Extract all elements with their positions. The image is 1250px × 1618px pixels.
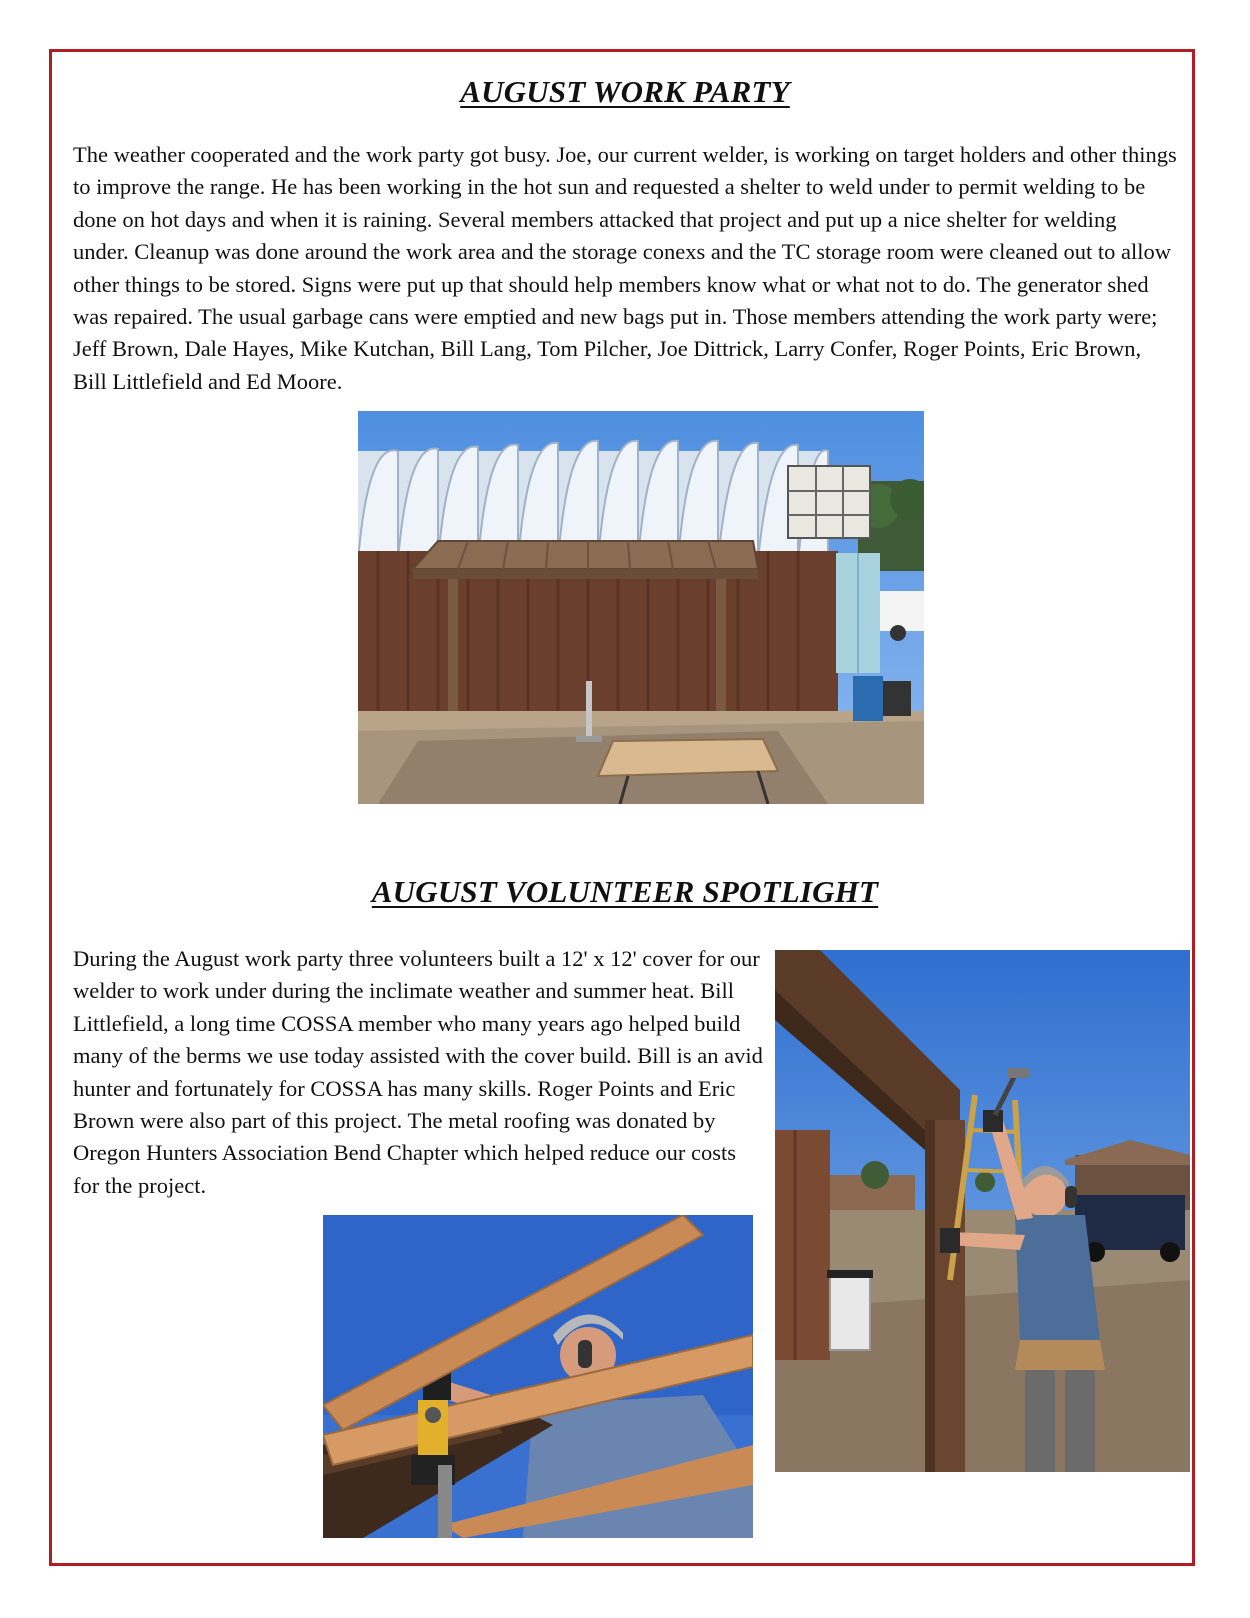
work-party-title: AUGUST WORK PARTY	[460, 74, 790, 109]
volunteer-post-photo	[775, 950, 1190, 1472]
welding-shelter-photo	[358, 411, 924, 804]
volunteer-spotlight-title: AUGUST VOLUNTEER SPOTLIGHT	[371, 874, 879, 909]
volunteer-lumber-photo	[323, 1215, 753, 1538]
work-party-paragraph: The weather cooperated and the work party got busy. Joe, our current welder, is working on target holders and other things to improve the range. He has been working in the hot sun and requested a shelter to weld under to permit welding to be done on hot days and when it is raining. Several members attacked that project and put up a nice shelter for welding under. Cleanup was done around the work area and the storage conexs and the TC storage room were cleaned out to allow other things to be stored. Signs were put up that should help members know what or what not to do. The generator shed was repaired. The usual garbage cans were emptied and new bags put in. Those members attending the work party were; Jeff Brown, Dale Hayes, Mike Kutchan, Bill Lang, Tom Pilcher, Joe Dittrick, Larry Confer, Roger Points, Eric Brown, Bill Littlefield and Ed Moore.	[73, 142, 1177, 394]
volunteer-spotlight-paragraph: During the August work party three volunteers built a 12' x 12' cover for our welder to work under during the inclimate weather and summer heat. Bill Littlefield, a long time COSSA member who many years ago helped build many of the berms we use today assisted with the cover build. Bill is an avid hunter and fortunately for COSSA has many skills. Roger Points and Eric Brown were also part of this project. The metal roofing was donated by Oregon Hunters Association Bend Chapter which helped reduce our costs for the project.	[73, 946, 763, 1198]
